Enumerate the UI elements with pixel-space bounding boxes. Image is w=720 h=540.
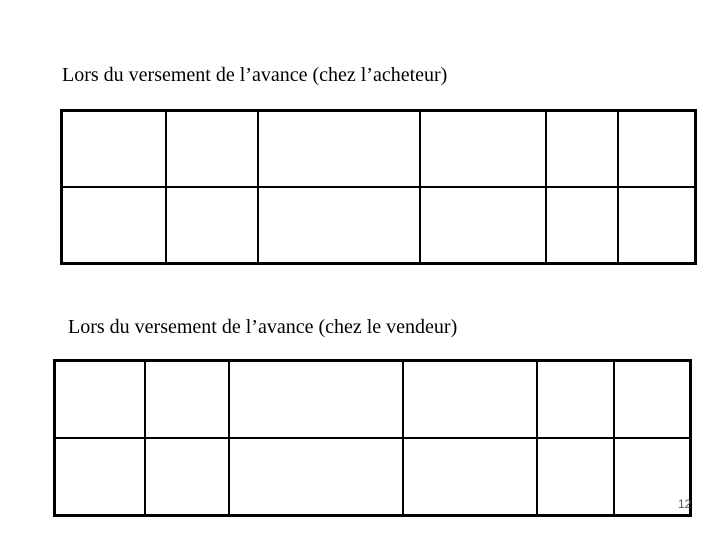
table-cell: [614, 361, 690, 439]
table-cell: [62, 187, 166, 264]
table-cell: [537, 361, 614, 439]
table-cell: [55, 438, 145, 516]
table-cell: [166, 187, 258, 264]
table-cell: [145, 361, 229, 439]
heading-buyer: Lors du versement de l’avance (chez l’acheteur): [62, 64, 448, 86]
table-cell: [546, 187, 618, 264]
table-cell: [166, 111, 258, 188]
table-cell: [537, 438, 614, 516]
page-number: 12: [678, 497, 692, 511]
table-cell: [618, 187, 696, 264]
table-cell: [403, 361, 537, 439]
table-cell: [145, 438, 229, 516]
table-row: [62, 187, 696, 264]
table-cell: [258, 187, 420, 264]
heading-seller: Lors du versement de l’avance (chez le vendeur): [68, 316, 458, 338]
table-cell: [618, 111, 696, 188]
table-cell: [229, 438, 403, 516]
table-cell: [420, 111, 546, 188]
buyer-entry-table: [60, 109, 697, 265]
table-cell: [420, 187, 546, 264]
table-cell: [258, 111, 420, 188]
seller-entry-table: [53, 359, 692, 517]
table-cell: [62, 111, 166, 188]
table-row: [55, 438, 691, 516]
table-row: [55, 361, 691, 439]
table-row: [62, 111, 696, 188]
table-cell: [55, 361, 145, 439]
table-cell: [229, 361, 403, 439]
table-cell: [546, 111, 618, 188]
table-cell: [403, 438, 537, 516]
